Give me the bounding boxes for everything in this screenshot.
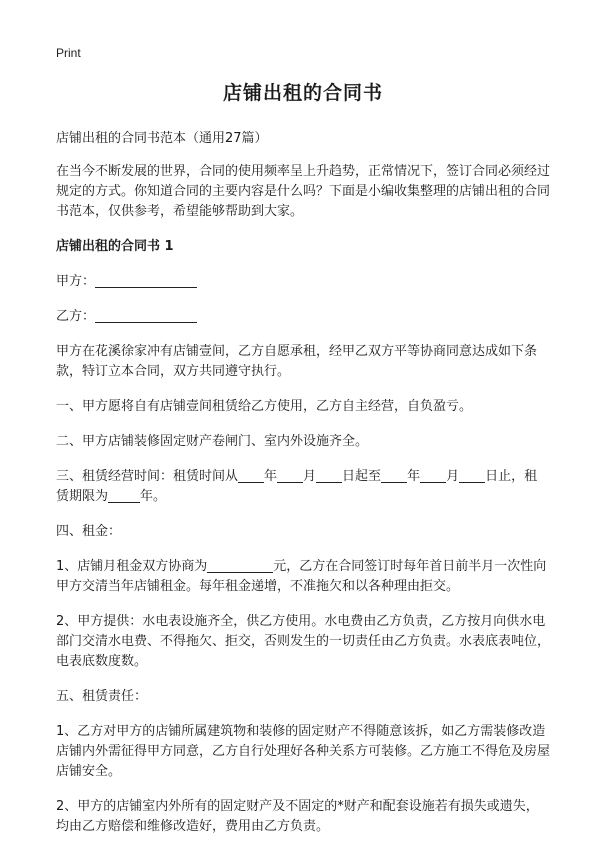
rent-item-1 <box>56 557 550 597</box>
end-day-blank <box>459 468 485 483</box>
party-a-blank <box>95 273 197 288</box>
clause-3-text: 年 <box>264 469 278 484</box>
main-paragraph: 甲方在花溪徐家冲有店铺壹间，乙方自愿承租，经甲乙双方平等协商同意达成如下条款，特订立本合同，双方共同遵守执行。 <box>56 344 538 379</box>
party-a-label: 甲方： <box>56 274 96 289</box>
clause-3-text: 日起至 <box>342 469 382 484</box>
start-month-blank <box>277 468 303 483</box>
clause-3 <box>56 467 550 507</box>
end-year-blank <box>381 468 407 483</box>
document-subtitle: 店铺出租的合同书范本（通用27篇） <box>56 131 268 146</box>
monthly-rent-blank <box>207 558 273 573</box>
clause-3-text: 日止，租赁期限为 <box>56 469 538 504</box>
clause-3-text: 月 <box>303 469 317 484</box>
page-title: 店铺出租的合同书 <box>222 82 383 104</box>
document-body <box>56 78 550 852</box>
clause-3-text: 三、租赁经营时间：租赁时间从 <box>56 469 239 484</box>
clause-5-heading: 五、租赁责任： <box>56 689 148 704</box>
party-a-line <box>56 272 550 292</box>
print-link[interactable]: Print <box>56 46 81 60</box>
rent-item-1-text: 1、店铺月租金双方协商为 <box>56 559 208 574</box>
party-b-line <box>56 307 550 327</box>
intro-paragraph: 在当今不断发展的世界，合同的使用频率呈上升趋势，正常情况下，签订合同必须经过规定的方式。你知道合同的主要内容是什么吗？下面是小编收集整理的店铺出租的合同书范本，仅供参考，希望能够帮助到大家。 <box>56 164 551 219</box>
clause-2: 二、甲方店铺装修固定财产卷闸门、室内外设施齐全。 <box>56 434 369 449</box>
start-day-blank <box>316 468 342 483</box>
clause-3-text: 月 <box>446 469 460 484</box>
clause-4-heading: 四、租金： <box>56 524 122 539</box>
party-b-blank <box>95 308 197 323</box>
rent-item-2: 2、甲方提供：水电表设施齐全，供乙方使用。水电费由乙方负责，乙方按月向供水电部门交清水电费、不得拖欠、拒交，否则发生的一切责任由乙方负责。水表底表吨位，电表底数度数。 <box>56 614 551 669</box>
term-years-blank <box>108 488 140 503</box>
start-year-blank <box>238 468 264 483</box>
party-b-label: 乙方： <box>56 309 96 324</box>
clause-3-text: 年。 <box>140 489 167 504</box>
clause-3-text: 年 <box>407 469 421 484</box>
clause-1: 一、甲方愿将自有店铺壹间租赁给乙方使用，乙方自主经营，自负盈亏。 <box>56 399 473 414</box>
rent-item-1-text: 元，乙方在合同签订时每年首日前半月一次性向甲方交清当年店铺租金。每年租金递增，不准拖欠和以各种理由拒交。 <box>56 559 547 594</box>
responsibility-item-2: 2、甲方的店铺室内外所有的固定财产及不固定的*财产和配套设施若有损失或遗失，均由乙方赔偿和维修改造好，费用由乙方负责。 <box>56 799 539 834</box>
responsibility-item-1: 1、乙方对甲方的店铺所属建筑物和装修的固定财产不得随意该拆，如乙方需装修改造店铺内外需征得甲方同意，乙方自行处理好各种关系方可装修。乙方施工不得危及房屋店铺安全。 <box>56 724 551 779</box>
section-heading-1: 店铺出租的合同书 1 <box>56 239 174 254</box>
end-month-blank <box>420 468 446 483</box>
